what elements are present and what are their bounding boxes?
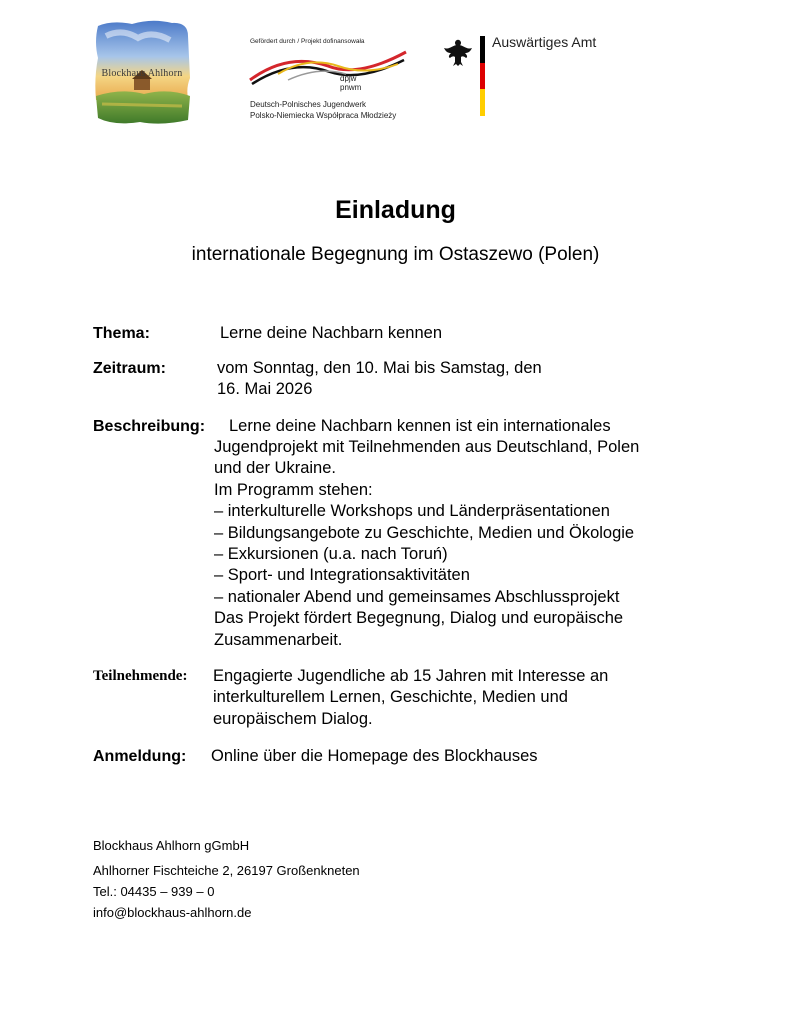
beschreibung-list-item: – interkulturelle Workshops und Länderpräsentationen: [214, 502, 610, 521]
teilnehmende-value: [213, 666, 608, 730]
federal-eagle-icon: [442, 36, 474, 68]
zeitraum-value: [217, 358, 542, 401]
auswaertiges-amt-name: Auswärtiges Amt: [492, 34, 597, 50]
footer-phone: Tel.: 04435 – 939 – 0: [93, 884, 215, 899]
blockhaus-ahlhorn-logo: [92, 18, 192, 128]
beschreibung-line: Zusammenarbeit.: [214, 630, 343, 649]
dpjw-name-de: Deutsch-Polnisches Jugendwerk: [250, 100, 367, 109]
teilnehmende-line: europäischem Dialog.: [213, 709, 373, 728]
teilnehmende-line: interkulturellem Lernen, Geschichte, Medien und: [213, 688, 568, 707]
page-subtitle: internationale Begegnung im Ostaszewo (Polen): [191, 244, 600, 265]
beschreibung-list-item: – nationaler Abend und gemeinsames Abschlussprojekt: [214, 587, 620, 606]
thema-value: Lerne deine Nachbarn kennen: [220, 324, 443, 342]
beschreibung-label: Beschreibung:: [93, 418, 206, 435]
zeitraum-label: Zeitraum:: [93, 360, 166, 377]
dpjw-name-pl: Polsko-Niemiecka Współpraca Młodzieży: [250, 111, 397, 120]
zeitraum-line: 16. Mai 2026: [217, 380, 313, 399]
dpjw-abbr-pl: pnwm: [340, 83, 362, 92]
beschreibung-line: und der Ukraine.: [214, 459, 336, 478]
beschreibung-line: Das Projekt fördert Begegnung, Dialog und europäische: [214, 609, 624, 628]
footer-org: Blockhaus Ahlhorn gGmbH: [93, 838, 250, 853]
footer-address: Ahlhorner Fischteiche 2, 26197 Großenkneten: [93, 863, 360, 878]
teilnehmende-label: Teilnehmende:: [93, 668, 188, 684]
beschreibung-list-item: – Bildungsangebote zu Geschichte, Medien und Ökologie: [214, 523, 635, 542]
anmeldung-label: Anmeldung:: [93, 748, 187, 765]
teilnehmende-line: Engagierte Jugendliche ab 15 Jahren mit Interesse an: [213, 667, 609, 685]
footer-email[interactable]: info@blockhaus-ahlhorn.de: [93, 905, 252, 920]
beschreibung-list-item: – Sport- und Integrationsaktivitäten: [214, 566, 470, 585]
dpjw-swoosh-icon: [248, 44, 408, 90]
anmeldung-value: Online über die Homepage des Blockhauses: [211, 747, 538, 765]
blockhaus-logo-text: Blockhaus Ahlhorn: [101, 68, 183, 79]
beschreibung-line: Jugendprojekt mit Teilnehmenden aus Deutschland, Polen: [214, 438, 640, 456]
beschreibung-first-line: Lerne deine Nachbarn kennen ist ein internationales: [229, 417, 611, 435]
zeitraum-line: vom Sonntag, den 10. Mai bis Samstag, den: [217, 359, 542, 377]
german-flag-bar: [480, 36, 485, 116]
beschreibung-body: [214, 437, 639, 651]
beschreibung-line: Im Programm stehen:: [214, 480, 373, 499]
thema-label: Thema:: [93, 325, 150, 342]
beschreibung-list-item: – Exkursionen (u.a. nach Toruń): [214, 545, 448, 564]
page-title: Einladung: [335, 196, 456, 224]
dpjw-abbr-de: dpjw: [340, 74, 357, 83]
dpjw-funding-line: Gefördert durch / Projekt dofinansowała: [250, 38, 365, 45]
